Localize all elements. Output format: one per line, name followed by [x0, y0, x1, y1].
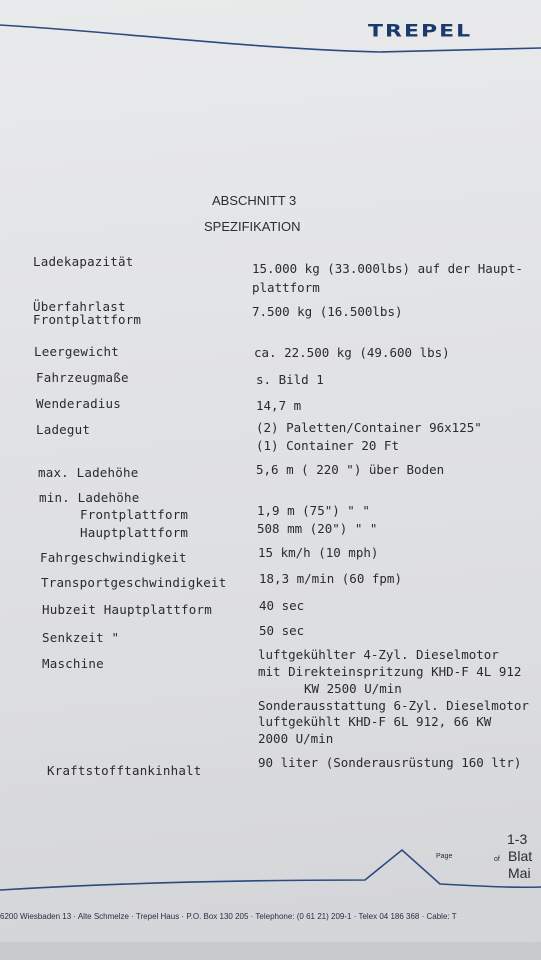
spec-label-ladekapazitaet: Ladekapazität: [33, 254, 134, 269]
spec-value-fahrgeschwindigkeit: 15 km/h (10 mph): [258, 545, 379, 560]
spec-value-senkzeit: 50 sec: [259, 623, 305, 638]
page-month: Mai: [508, 865, 531, 881]
spec-value-kraftstofftank: 90 liter (Sonderausrüstung 160 ltr): [258, 755, 522, 770]
spec-label-transportgeschwindigkeit: Transportgeschwindigkeit: [41, 575, 227, 590]
spec-value-wenderadius: 14,7 m: [256, 398, 302, 413]
spec-value-ladekapazitaet-2: plattform: [252, 280, 320, 295]
spec-value-transportgeschwindigkeit: 18,3 m/min (60 fpm): [259, 571, 402, 586]
spec-value-hubzeit: 40 sec: [259, 598, 305, 613]
spec-label-min-frontplattform: Frontplattform: [80, 507, 189, 522]
spec-label-frontplattform: Frontplattform: [33, 312, 142, 327]
spec-label-kraftstofftank: Kraftstofftankinhalt: [47, 763, 202, 778]
section-subtitle: SPEZIFIKATION: [204, 219, 301, 234]
page-number: 1-3: [507, 831, 528, 847]
spec-label-fahrgeschwindigkeit: Fahrgeschwindigkeit: [40, 550, 187, 565]
page-blatt: Blat: [508, 848, 533, 864]
spec-value-maschine-6: 2000 U/min: [258, 731, 334, 746]
spec-value-maschine-1: luftgekühlter 4-Zyl. Dieselmotor: [258, 647, 499, 662]
spec-value-max-ladehoehe: 5,6 m ( 220 ") über Boden: [256, 462, 445, 477]
spec-label-ladegut: Ladegut: [36, 422, 91, 437]
page-label: Page: [436, 853, 453, 860]
spec-value-ladegut-2: (1) Container 20 Ft: [256, 438, 399, 453]
spec-value-maschine-3: KW 2500 U/min: [304, 681, 402, 696]
spec-value-min-hauptplattform: 508 mm (20") " ": [257, 521, 378, 536]
spec-value-fahrzeugmasse: s. Bild 1: [256, 372, 324, 387]
spec-label-max-ladehoehe: max. Ladehöhe: [38, 465, 139, 480]
spec-value-maschine-4: Sonderausstattung 6-Zyl. Dieselmotor: [258, 698, 529, 713]
spec-value-ueberfahrlast: 7.500 kg (16.500lbs): [252, 304, 403, 319]
spec-label-senkzeit: Senkzeit ": [42, 630, 120, 645]
spec-label-maschine: Maschine: [42, 656, 104, 671]
spec-value-min-frontplattform: 1,9 m (75") " ": [257, 503, 370, 518]
spec-value-ladekapazitaet-1: 15.000 kg (33.000lbs) auf der Haupt-: [252, 261, 523, 276]
spec-label-min-hauptplattform: Hauptplattform: [80, 525, 189, 540]
spec-value-maschine-5: luftgekühlt KHD-F 6L 912, 66 KW: [258, 714, 492, 729]
spec-label-leergewicht: Leergewicht: [34, 344, 119, 359]
footer-rule: [0, 840, 541, 900]
of-label: of: [494, 856, 500, 863]
torn-paper-edge: [0, 942, 541, 960]
spec-value-ladegut-1: (2) Paletten/Container 96x125": [256, 420, 482, 435]
spec-label-min-ladehoehe: min. Ladehöhe: [39, 490, 140, 505]
spec-value-leergewicht: ca. 22.500 kg (49.600 lbs): [254, 345, 450, 360]
footer-address: 6200 Wiesbaden 13 · Alte Schmelze · Trepel Haus · P.O. Box 130 205 · Telephone: (0 61 21) 209-1 · Telex 04 186 368 · Cable: T: [0, 912, 457, 921]
spec-label-ueberfahrlast: Überfahrlast: [33, 299, 126, 314]
company-logo: TREPEL: [368, 22, 473, 41]
spec-label-fahrzeugmasse: Fahrzeugmaße: [36, 370, 129, 385]
spec-label-hubzeit: Hubzeit Hauptplattform: [42, 602, 212, 617]
spec-label-wenderadius: Wenderadius: [36, 396, 121, 411]
section-title: ABSCHNITT 3: [212, 193, 297, 208]
spec-value-maschine-2: mit Direkteinspritzung KHD-F 4L 912: [258, 664, 522, 679]
